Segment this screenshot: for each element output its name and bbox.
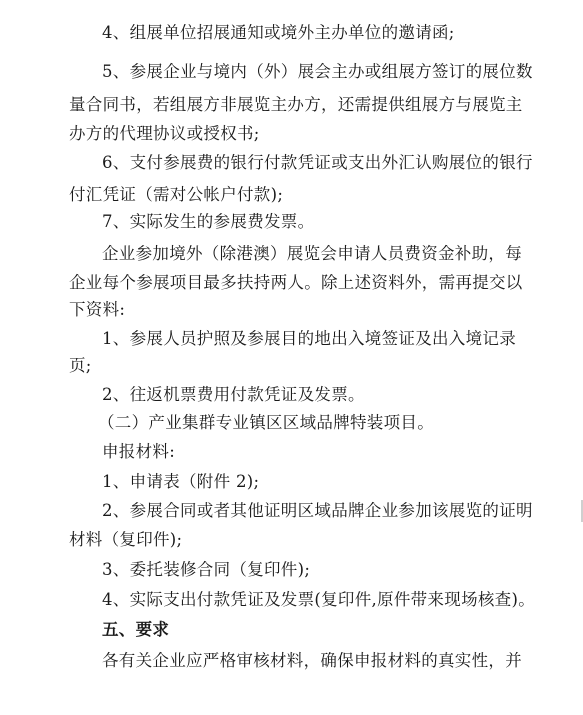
text-line-app2-contract: 2、参展合同或者其他证明区域品牌企业参加该展览的证明 <box>102 501 533 520</box>
text-line-item4-invitation: 4、组展单位招展通知或境外主办单位的邀请函; <box>102 23 455 42</box>
text-line-app3-decoration: 3、委托装修合同（复印件); <box>102 560 311 579</box>
text-line-sub2-airfare: 2、往返机票费用付款凭证及发票。 <box>102 385 365 404</box>
text-line-app4-payment: 4、实际支出付款凭证及发票(复印件,原件带来现场核查)。 <box>102 590 536 609</box>
text-line-overseas-para: 企业参加境外（除港澳）展览会申请人员费资金补助，每 <box>102 244 522 263</box>
text-line-item6-payment: 6、支付参展费的银行付款凭证或支出外汇认购展位的银行 <box>102 153 533 172</box>
text-line-app2-cont: 材料（复印件); <box>69 530 183 549</box>
text-line-overseas-para-cont-1: 企业每个参展项目最多扶持两人。除上述资料外，需再提交以 <box>69 273 523 292</box>
text-line-item6-cont: 付汇凭证（需对公帐户付款); <box>69 185 284 204</box>
text-line-requirements-para: 各有关企业应严格审核材料，确保申报材料的真实性，并 <box>102 651 522 670</box>
text-line-sub1-cont: 页; <box>69 356 92 375</box>
text-line-app1-form: 1、申请表（附件 2); <box>102 472 260 491</box>
text-line-overseas-para-cont-2: 下资料: <box>69 300 126 319</box>
text-line-item5-contract: 5、参展企业与境内（外）展会主办或组展方签订的展位数 <box>102 62 533 81</box>
text-line-section-2-heading: （二）产业集群专业镇区区域品牌特装项目。 <box>98 413 434 432</box>
section-heading-requirements: 五、要求 <box>102 620 170 639</box>
text-line-item5-cont-1: 量合同书，若组展方非展览主办方，还需提供组展方与展览主 <box>69 95 523 114</box>
text-line-item7-invoice: 7、实际发生的参展费发票。 <box>102 212 315 231</box>
text-line-application-materials: 申报材料: <box>102 442 176 461</box>
text-line-sub1-passport: 1、参展人员护照及参展目的地出入境签证及出入境记录 <box>102 329 516 348</box>
text-line-item5-cont-2: 办方的代理协议或授权书; <box>69 124 260 143</box>
